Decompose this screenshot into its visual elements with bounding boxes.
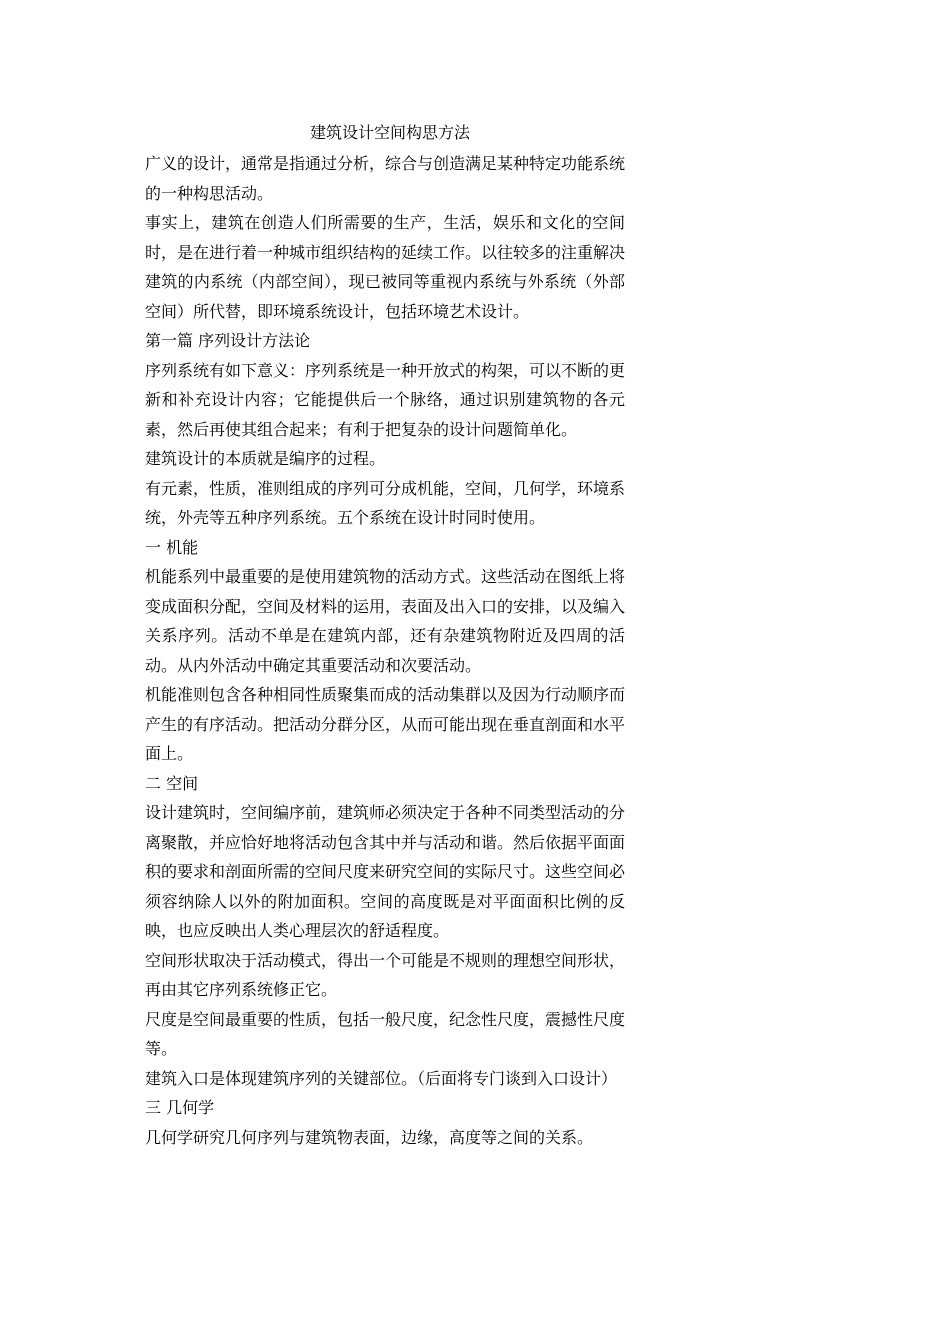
- paragraph: 序列系统有如下意义：序列系统是一种开放式的构架，可以不断的更新和补充设计内容；它能提供后一个脉络，通过识别建筑物的各元素，然后再使其组合起来；有利于把复杂的设计问题简单化。: [145, 360, 626, 439]
- section-heading: 一 机能: [145, 537, 199, 557]
- paragraph: 空间形状取决于活动模式，得出一个可能是不规则的理想空间形状，再由其它序列系统修正它。: [145, 950, 626, 999]
- section-heading: 第一篇 序列设计方法论: [145, 331, 311, 350]
- paragraph: 设计建筑时，空间编序前，建筑师必须决定于各种不同类型活动的分离聚散，并应恰好地将活动包含其中并与活动和谐。然后依据平面面积的要求和剖面所需的空间尺度来研究空间的实际尺寸。这些空间必须容纳除人以外的附加面积。空间的高度既是对平面面积比例的反映，也应反映出人类心理层次的舒适程度。: [145, 803, 626, 940]
- paragraph: 有元素，性质，准则组成的序列可分成机能，空间，几何学，环境系统，外壳等五种序列系统。五个系统在设计时同时使用。: [145, 478, 626, 527]
- paragraph: 广义的设计，通常是指通过分析，综合与创造满足某种特定功能系统的一种构思活动。: [145, 154, 626, 203]
- paragraph: 几何学研究几何序列与建筑物表面，边缘，高度等之间的关系。: [145, 1127, 594, 1147]
- document-page: [145, 119, 625, 1152]
- document-title: 建筑设计空间构思方法: [309, 123, 470, 142]
- section-heading: 三 几何学: [145, 1098, 215, 1117]
- section-heading: 二 空间: [145, 773, 199, 793]
- paragraph: 建筑入口是体现建筑序列的关键部位。（后面将专门谈到入口设计）: [145, 1068, 618, 1088]
- paragraph: 机能系列中最重要的是使用建筑物的活动方式。这些活动在图纸上将变成面积分配，空间及材料的运用，表面及出入口的安排，以及编入关系序列。活动不单是在建筑内部，还有杂建筑物附近及四周的活动。从内外活动中确定其重要活动和次要活动。: [145, 567, 626, 675]
- paragraph: 事实上，建筑在创造人们所需要的生产，生活，娱乐和文化的空间时，是在进行着一种城市组织结构的延续工作。以往较多的注重解决建筑的内系统（内部空间），现已被同等重视内系统与外系统（外部空间）所代替，即环境系统设计，包括环境艺术设计。: [145, 213, 626, 321]
- paragraph: 机能准则包含各种相同性质聚集而成的活动集群以及因为行动顺序而产生的有序活动。把活动分群分区，从而可能出现在垂直剖面和水平面上。: [145, 685, 626, 763]
- paragraph: 尺度是空间最重要的性质，包括一般尺度，纪念性尺度，震撼性尺度等。: [145, 1009, 626, 1058]
- paragraph: 建筑设计的本质就是编序的过程。: [145, 449, 386, 468]
